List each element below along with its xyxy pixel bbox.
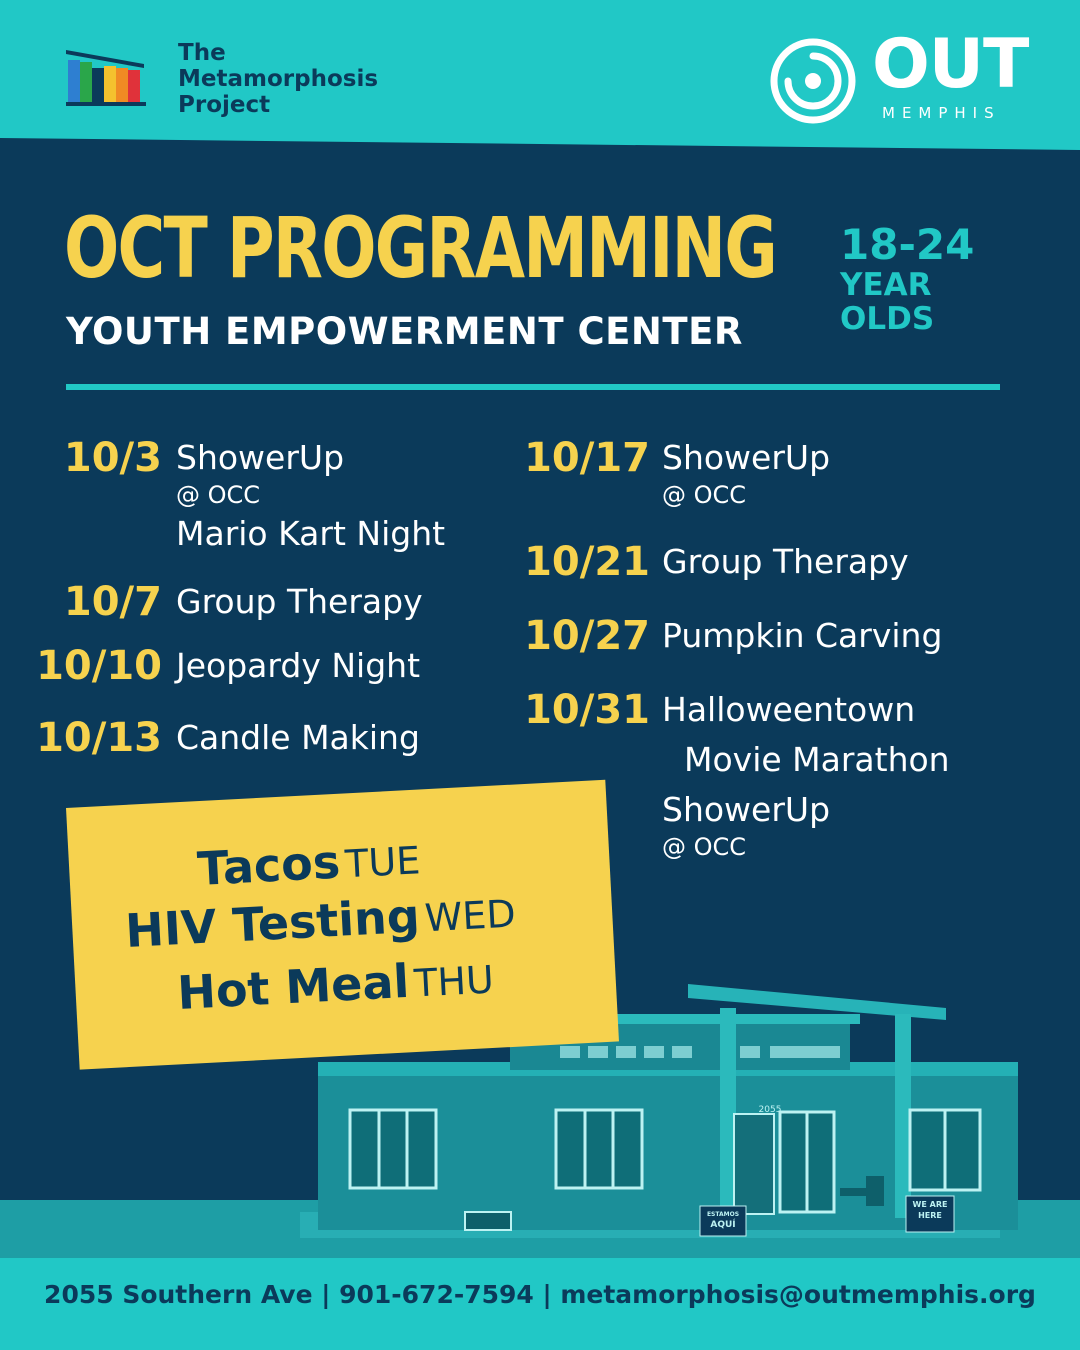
- event-title: ShowerUp: [176, 438, 345, 477]
- sign-text: HERE: [918, 1211, 942, 1220]
- event-location: @ OCC: [662, 481, 747, 509]
- divider: [66, 384, 1000, 390]
- event-title: Pumpkin Carving: [662, 616, 943, 655]
- org-name-line: Metamorphosis: [178, 66, 379, 92]
- event-item: [662, 688, 950, 862]
- event-date: 10/7: [63, 579, 162, 625]
- sign-text: ESTAMOS: [706, 1211, 740, 1218]
- sign-text: WE ARE: [912, 1200, 948, 1209]
- age-range-word: OLDS: [840, 301, 935, 337]
- event-location: @ OCC: [662, 833, 747, 861]
- event-title: Candle Making: [176, 718, 420, 757]
- event-title: Group Therapy: [176, 582, 423, 621]
- event-title: ShowerUp: [662, 438, 831, 477]
- sign-text: AQUÍ: [710, 1220, 736, 1230]
- event-date: 10/10: [36, 643, 162, 689]
- event-item: [662, 436, 830, 510]
- partner-logo-word: OUT: [872, 25, 1029, 104]
- age-range: [840, 222, 974, 336]
- house-number: 2055: [758, 1105, 782, 1115]
- swirl-logo-icon: [766, 34, 860, 128]
- age-range-word: YEAR: [840, 267, 932, 303]
- event-title: Group Therapy: [662, 542, 909, 581]
- org-name-line: The: [178, 40, 226, 66]
- event-date: 10/27: [524, 613, 650, 659]
- event-title: Mario Kart Night: [176, 514, 446, 553]
- event-date: 10/31: [524, 687, 650, 733]
- event-date: 10/21: [524, 539, 650, 585]
- page-title: OCT PROGRAMMING: [64, 199, 776, 297]
- event-date: 10/17: [524, 435, 650, 481]
- weekly-item-day: THU: [413, 957, 495, 1006]
- weekly-item-day: WED: [423, 891, 517, 941]
- weekly-item-name: Tacos: [196, 834, 342, 896]
- page-subtitle: YOUTH EMPOWERMENT CENTER: [66, 310, 743, 353]
- partner-logo-sub: MEMPHIS: [882, 104, 1001, 122]
- event-title: Movie Marathon: [684, 740, 950, 779]
- event-date: 10/13: [36, 715, 162, 761]
- org-name: [178, 40, 378, 118]
- event-title: ShowerUp: [662, 790, 831, 829]
- event-item: [176, 436, 445, 556]
- contact-info: 2055 Southern Ave | 901-672-7594 | metamorphosis@outmemphis.org: [44, 1280, 1036, 1309]
- weekly-item-name: HIV Testing: [124, 888, 421, 958]
- org-name-line: Project: [178, 92, 271, 118]
- weekly-item-name: Hot Meal: [176, 953, 411, 1020]
- event-date: 10/3: [63, 435, 162, 481]
- age-range-numbers: 18-24: [840, 220, 975, 269]
- weekly-item-day: TUE: [344, 838, 422, 887]
- event-location: @ OCC: [176, 481, 261, 509]
- metamorphosis-logo-icon: [64, 46, 148, 108]
- event-title: Halloweentown: [662, 690, 916, 729]
- event-title: Jeopardy Night: [176, 646, 421, 685]
